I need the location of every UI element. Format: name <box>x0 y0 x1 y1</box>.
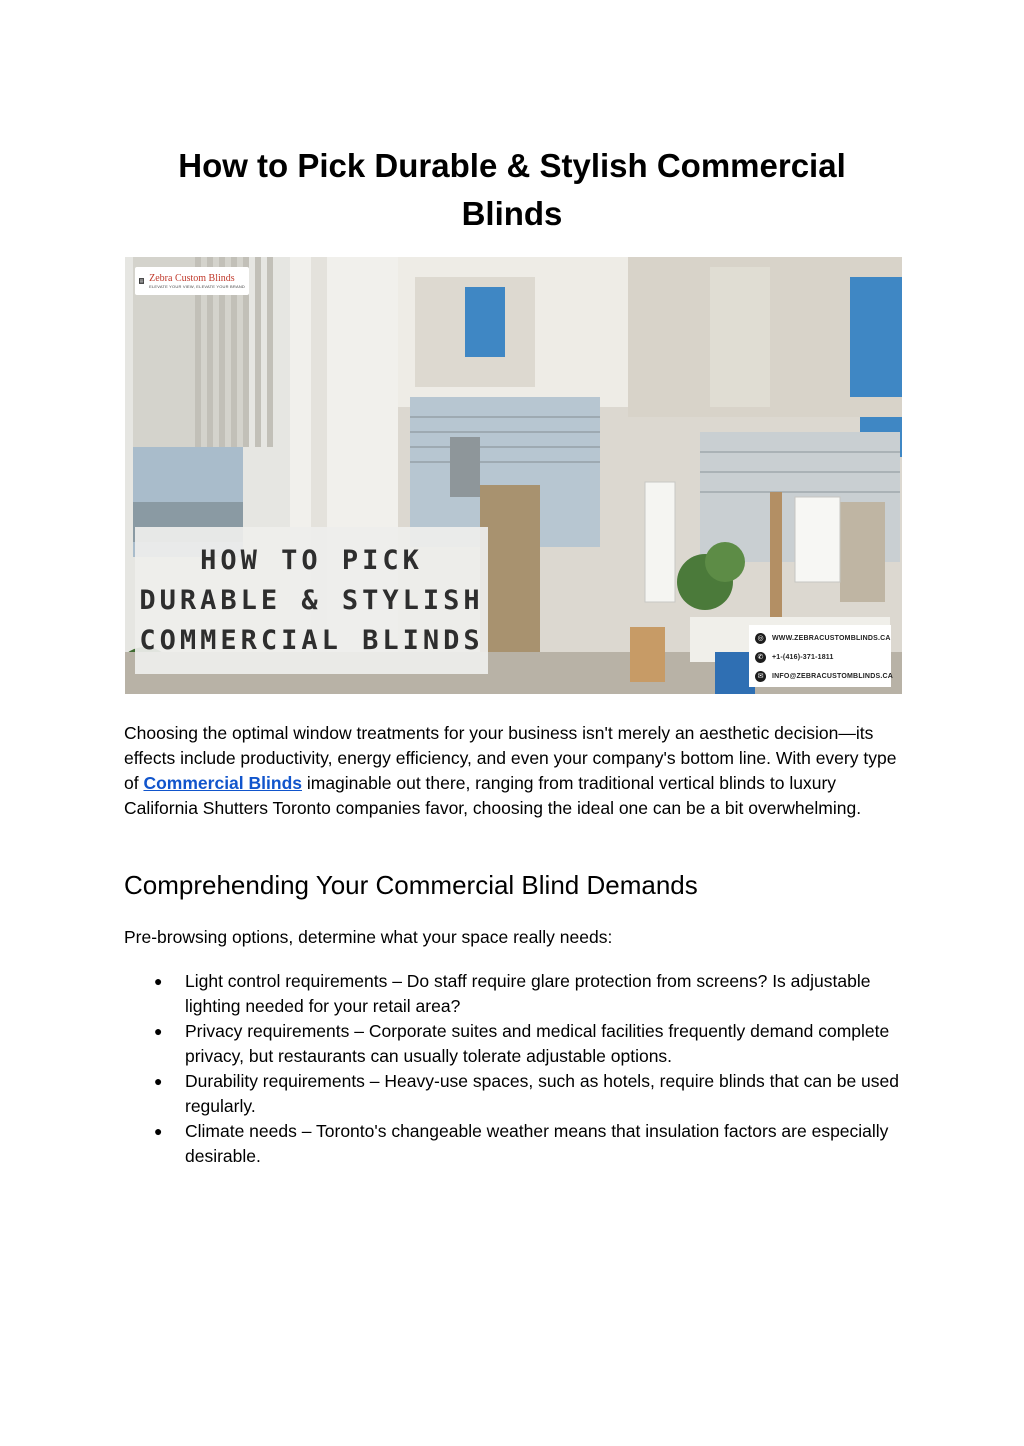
list-item-text: Light control requirements – Do staff require glare protection from screens? Is adjustable lighting needed for your retail area? <box>185 971 871 1016</box>
banner-line: HOW TO PICK <box>200 544 423 576</box>
globe-icon: ◎ <box>755 633 766 644</box>
contact-website-row <box>755 629 891 648</box>
list-item-text: Climate needs – Toronto's changeable weather means that insulation factors are especially desirable. <box>185 1121 889 1166</box>
contact-card <box>749 625 891 687</box>
contact-phone: +1-(416)-371-1811 <box>772 654 834 661</box>
phone-icon: ✆ <box>755 652 766 663</box>
list-item <box>124 1069 900 1119</box>
list-item <box>124 1119 900 1169</box>
list-item-text: Privacy requirements – Corporate suites and medical facilities frequently demand complete privacy, but restaurants can usually tolerate adjustable options. <box>185 1021 890 1066</box>
blinds-logo-icon <box>139 269 144 293</box>
contact-phone-row <box>755 648 891 667</box>
banner-line: COMMERCIAL BLINDS <box>139 624 484 656</box>
list-item <box>124 969 900 1019</box>
hero-banner <box>135 527 488 674</box>
contact-website: WWW.ZEBRACUSTOMBLINDS.CA <box>772 635 891 642</box>
bullet-icon: ● <box>154 1123 163 1139</box>
page-title: How to Pick Durable & Stylish Commercial Blinds <box>178 147 846 232</box>
list-item-text: Durability requirements – Heavy-use spaces, such as hotels, require blinds that can be used regularly. <box>185 1071 899 1116</box>
bullet-icon: ● <box>154 973 163 989</box>
commercial-blinds-link[interactable]: Commercial Blinds <box>143 773 302 793</box>
section-heading: Comprehending Your Commercial Blind Demands <box>124 870 698 900</box>
list-item <box>124 1019 900 1069</box>
intro-text-end: imaginable out there, ranging from traditional vertical blinds to luxury California Shutters Toronto companies favor, choosing the ideal one can be a bit overwhelming. <box>124 773 862 818</box>
bullet-icon: ● <box>154 1023 163 1039</box>
section-lead: Pre-browsing options, determine what your space really needs: <box>124 927 613 947</box>
banner-line: DURABLE & STYLISH <box>139 584 484 616</box>
logo-brand-name: Zebra Custom Blinds <box>149 272 235 284</box>
mail-icon: ✉ <box>755 671 766 682</box>
hero-image <box>125 257 902 694</box>
requirements-list <box>124 969 900 1169</box>
contact-email-row <box>755 667 891 686</box>
logo-tagline: ELEVATE YOUR VIEW, ELEVATE YOUR BRAND <box>149 283 245 289</box>
intro-text-start: Choosing the optimal window treatments for your business isn't merely an aesthetic decision—its effects include productivity, energy efficiency, and even your company's bottom line. With every type of <box>124 723 897 793</box>
contact-email: INFO@ZEBRACUSTOMBLINDS.CA <box>772 673 893 680</box>
bullet-icon: ● <box>154 1073 163 1089</box>
brand-logo <box>135 267 249 295</box>
intro-paragraph <box>124 721 900 821</box>
